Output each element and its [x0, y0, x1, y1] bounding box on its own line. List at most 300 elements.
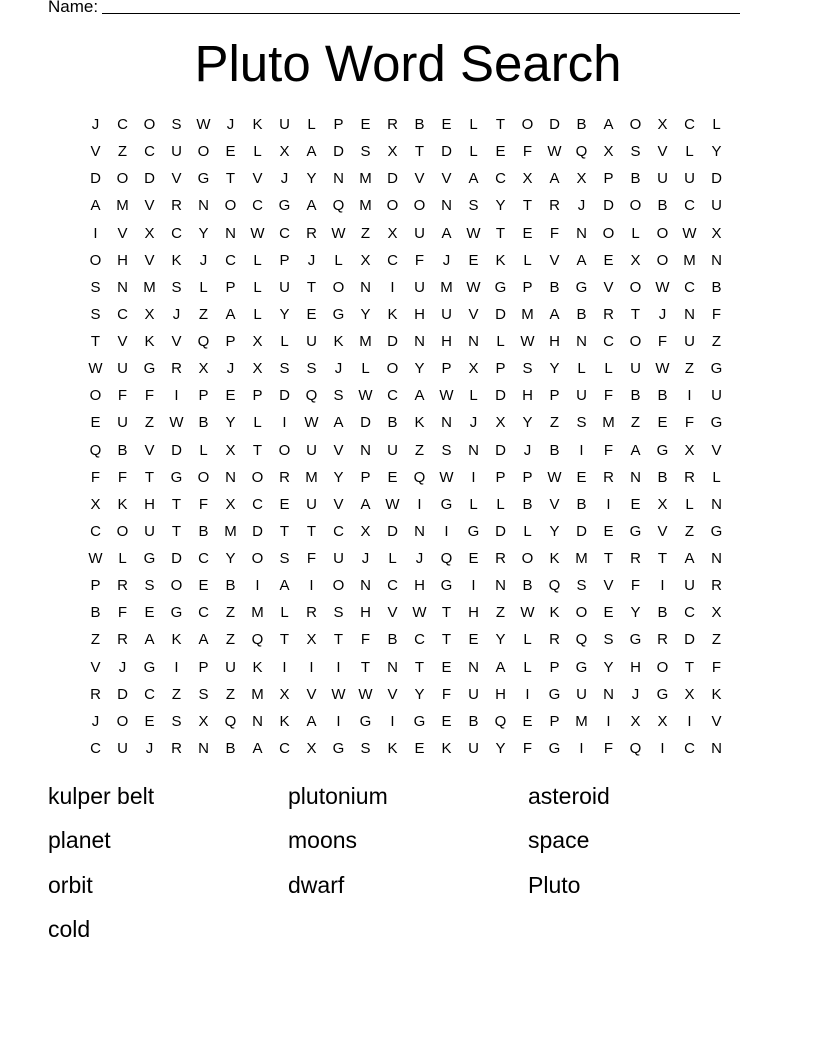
grid-letter[interactable]: U: [630, 360, 641, 378]
grid-letter[interactable]: V: [603, 577, 614, 595]
grid-letter[interactable]: C: [225, 251, 236, 269]
grid-letter[interactable]: I: [336, 658, 341, 676]
grid-letter[interactable]: J: [145, 739, 154, 757]
grid-letter[interactable]: B: [522, 495, 533, 513]
grid-letter[interactable]: A: [468, 170, 479, 188]
grid-letter[interactable]: Y: [711, 143, 722, 161]
grid-letter[interactable]: X: [468, 360, 479, 378]
grid-letter[interactable]: Q: [629, 739, 642, 757]
grid-letter[interactable]: I: [606, 712, 611, 730]
grid-letter[interactable]: Q: [575, 631, 588, 649]
grid-letter[interactable]: W: [358, 685, 373, 703]
grid-letter[interactable]: Z: [225, 685, 236, 703]
grid-letter[interactable]: S: [576, 414, 587, 432]
grid-letter[interactable]: J: [469, 414, 478, 432]
grid-letter[interactable]: S: [630, 143, 641, 161]
grid-letter[interactable]: G: [710, 522, 723, 540]
grid-letter[interactable]: V: [252, 170, 263, 188]
grid-letter[interactable]: H: [144, 495, 155, 513]
grid-letter[interactable]: T: [306, 522, 317, 540]
grid-letter[interactable]: L: [469, 116, 478, 133]
grid-letter[interactable]: B: [657, 197, 668, 215]
grid-letter[interactable]: Q: [413, 468, 426, 486]
grid-letter[interactable]: F: [603, 387, 614, 405]
grid-letter[interactable]: V: [171, 333, 182, 350]
grid-letter[interactable]: W: [466, 224, 481, 242]
grid-letter[interactable]: O: [656, 224, 669, 242]
grid-letter[interactable]: J: [631, 685, 640, 703]
grid-letter[interactable]: M: [683, 251, 696, 269]
grid-letter[interactable]: X: [657, 712, 668, 730]
grid-letter[interactable]: U: [117, 360, 128, 378]
grid-letter[interactable]: T: [414, 143, 425, 161]
grid-letter[interactable]: O: [116, 170, 129, 188]
grid-letter[interactable]: P: [522, 278, 533, 296]
grid-letter[interactable]: V: [387, 685, 398, 703]
grid-letter[interactable]: G: [494, 278, 507, 296]
grid-letter[interactable]: X: [225, 441, 236, 459]
grid-letter[interactable]: I: [309, 577, 314, 595]
grid-letter[interactable]: G: [656, 441, 669, 459]
grid-letter[interactable]: C: [603, 333, 614, 350]
grid-letter[interactable]: V: [333, 441, 344, 459]
grid-letter[interactable]: X: [684, 441, 695, 459]
grid-letter[interactable]: D: [171, 441, 182, 459]
grid-letter[interactable]: E: [90, 414, 101, 432]
grid-letter[interactable]: J: [91, 712, 100, 730]
grid-letter[interactable]: Y: [414, 360, 425, 378]
grid-letter[interactable]: F: [90, 468, 101, 486]
grid-letter[interactable]: X: [576, 170, 587, 188]
grid-letter[interactable]: Y: [495, 739, 506, 757]
grid-letter[interactable]: B: [549, 441, 560, 459]
grid-letter[interactable]: D: [90, 170, 101, 188]
grid-letter[interactable]: W: [385, 495, 400, 513]
grid-letter[interactable]: U: [711, 197, 722, 215]
grid-letter[interactable]: X: [306, 739, 317, 757]
grid-letter[interactable]: L: [280, 333, 289, 350]
grid-letter[interactable]: T: [360, 658, 371, 676]
grid-letter[interactable]: W: [331, 224, 346, 242]
grid-letter[interactable]: N: [360, 278, 371, 296]
grid-letter[interactable]: O: [602, 224, 615, 242]
grid-letter[interactable]: G: [710, 360, 723, 378]
grid-letter[interactable]: T: [333, 631, 344, 649]
grid-letter[interactable]: L: [712, 116, 721, 133]
grid-letter[interactable]: C: [495, 170, 506, 188]
grid-letter[interactable]: L: [496, 495, 505, 513]
grid-letter[interactable]: J: [658, 305, 667, 323]
grid-letter[interactable]: O: [116, 522, 129, 540]
grid-letter[interactable]: N: [603, 685, 614, 703]
grid-letter[interactable]: P: [603, 170, 614, 188]
grid-letter[interactable]: E: [603, 604, 614, 622]
grid-letter[interactable]: L: [307, 116, 316, 133]
grid-letter[interactable]: L: [712, 468, 721, 486]
grid-letter[interactable]: G: [440, 577, 453, 595]
grid-letter[interactable]: F: [522, 739, 533, 757]
grid-letter[interactable]: E: [495, 143, 506, 161]
grid-letter[interactable]: V: [144, 251, 155, 269]
grid-letter[interactable]: B: [549, 278, 560, 296]
grid-letter[interactable]: H: [414, 305, 425, 323]
grid-letter[interactable]: K: [171, 251, 182, 269]
grid-letter[interactable]: T: [603, 550, 614, 567]
grid-letter[interactable]: S: [360, 143, 371, 161]
grid-letter[interactable]: G: [143, 658, 156, 676]
grid-letter[interactable]: R: [117, 577, 128, 595]
grid-letter[interactable]: N: [468, 333, 479, 350]
grid-letter[interactable]: D: [171, 550, 182, 567]
grid-letter[interactable]: E: [198, 577, 209, 595]
grid-letter[interactable]: E: [225, 143, 236, 161]
grid-letter[interactable]: V: [603, 278, 614, 296]
grid-letter[interactable]: O: [575, 604, 588, 622]
grid-letter[interactable]: E: [144, 712, 155, 730]
grid-letter[interactable]: P: [360, 468, 371, 486]
grid-letter[interactable]: F: [117, 604, 128, 622]
grid-letter[interactable]: V: [549, 495, 560, 513]
grid-letter[interactable]: R: [711, 577, 722, 595]
grid-letter[interactable]: P: [441, 360, 452, 378]
grid-letter[interactable]: I: [660, 577, 665, 595]
grid-letter[interactable]: B: [576, 305, 587, 323]
grid-letter[interactable]: L: [523, 658, 532, 676]
grid-letter[interactable]: G: [143, 360, 156, 378]
grid-letter[interactable]: H: [414, 577, 425, 595]
grid-letter[interactable]: N: [711, 550, 722, 567]
grid-letter[interactable]: S: [90, 305, 101, 323]
grid-letter[interactable]: O: [170, 577, 183, 595]
grid-letter[interactable]: I: [336, 712, 341, 730]
grid-letter[interactable]: X: [306, 631, 317, 649]
grid-letter[interactable]: Q: [251, 631, 264, 649]
grid-letter[interactable]: I: [606, 495, 611, 513]
grid-letter[interactable]: L: [118, 550, 127, 567]
grid-letter[interactable]: B: [522, 577, 533, 595]
grid-letter[interactable]: I: [174, 658, 179, 676]
grid-letter[interactable]: G: [575, 278, 588, 296]
grid-letter[interactable]: H: [117, 251, 128, 269]
grid-letter[interactable]: V: [711, 712, 722, 730]
grid-letter[interactable]: W: [88, 360, 103, 378]
grid-letter[interactable]: T: [630, 305, 641, 323]
grid-letter[interactable]: U: [657, 170, 668, 188]
grid-letter[interactable]: T: [414, 658, 425, 676]
grid-letter[interactable]: F: [306, 550, 317, 567]
grid-letter[interactable]: D: [360, 414, 371, 432]
grid-letter[interactable]: P: [549, 387, 560, 405]
grid-letter[interactable]: O: [629, 116, 642, 133]
grid-letter[interactable]: A: [549, 170, 560, 188]
grid-letter[interactable]: Y: [306, 170, 317, 188]
grid-letter[interactable]: C: [684, 116, 695, 133]
grid-letter[interactable]: K: [711, 685, 722, 703]
grid-letter[interactable]: Q: [197, 333, 210, 350]
grid-letter[interactable]: R: [549, 631, 560, 649]
grid-letter[interactable]: D: [441, 143, 452, 161]
grid-letter[interactable]: Q: [305, 387, 318, 405]
grid-letter[interactable]: F: [198, 495, 209, 513]
grid-letter[interactable]: K: [252, 116, 263, 133]
grid-letter[interactable]: X: [198, 712, 209, 730]
grid-letter[interactable]: E: [468, 550, 479, 567]
grid-letter[interactable]: A: [414, 387, 425, 405]
grid-letter[interactable]: K: [252, 658, 263, 676]
grid-letter[interactable]: W: [682, 224, 697, 242]
grid-letter[interactable]: I: [444, 522, 449, 540]
grid-letter[interactable]: C: [117, 305, 128, 323]
grid-letter[interactable]: C: [198, 550, 209, 567]
grid-letter[interactable]: J: [577, 197, 586, 215]
grid-letter[interactable]: A: [495, 658, 506, 676]
grid-letter[interactable]: J: [226, 116, 235, 133]
grid-letter[interactable]: A: [684, 550, 695, 567]
grid-letter[interactable]: C: [387, 251, 398, 269]
grid-letter[interactable]: F: [117, 468, 128, 486]
grid-letter[interactable]: X: [360, 522, 371, 540]
grid-letter[interactable]: B: [630, 387, 641, 405]
grid-letter[interactable]: U: [144, 522, 155, 540]
grid-letter[interactable]: V: [711, 441, 722, 459]
grid-letter[interactable]: I: [687, 387, 692, 405]
grid-letter[interactable]: G: [197, 170, 210, 188]
grid-letter[interactable]: X: [603, 143, 614, 161]
grid-letter[interactable]: C: [279, 739, 290, 757]
grid-letter[interactable]: X: [198, 360, 209, 378]
grid-letter[interactable]: B: [225, 577, 236, 595]
grid-letter[interactable]: O: [251, 550, 264, 567]
grid-letter[interactable]: G: [332, 739, 345, 757]
grid-letter[interactable]: D: [495, 305, 506, 323]
grid-letter[interactable]: K: [333, 333, 344, 350]
grid-letter[interactable]: T: [441, 631, 452, 649]
grid-letter[interactable]: U: [576, 387, 587, 405]
grid-letter[interactable]: T: [171, 522, 182, 540]
grid-letter[interactable]: R: [90, 685, 101, 703]
grid-letter[interactable]: O: [224, 197, 237, 215]
grid-letter[interactable]: T: [144, 468, 155, 486]
grid-letter[interactable]: T: [306, 278, 317, 296]
grid-letter[interactable]: Q: [224, 712, 237, 730]
grid-letter[interactable]: G: [575, 658, 588, 676]
grid-letter[interactable]: E: [441, 712, 452, 730]
grid-letter[interactable]: S: [144, 577, 155, 595]
grid-letter[interactable]: Y: [495, 197, 506, 215]
grid-letter[interactable]: O: [629, 333, 642, 350]
grid-letter[interactable]: P: [252, 387, 263, 405]
grid-letter[interactable]: M: [305, 468, 318, 486]
grid-letter[interactable]: Q: [89, 441, 102, 459]
grid-letter[interactable]: S: [306, 360, 317, 378]
grid-letter[interactable]: K: [279, 712, 290, 730]
grid-letter[interactable]: W: [439, 387, 454, 405]
grid-letter[interactable]: R: [171, 360, 182, 378]
grid-letter[interactable]: D: [684, 631, 695, 649]
grid-letter[interactable]: A: [603, 116, 614, 133]
grid-letter[interactable]: F: [711, 658, 722, 676]
grid-letter[interactable]: U: [225, 658, 236, 676]
grid-letter[interactable]: X: [360, 251, 371, 269]
grid-letter[interactable]: U: [387, 441, 398, 459]
grid-letter[interactable]: V: [441, 170, 452, 188]
grid-letter[interactable]: O: [89, 251, 102, 269]
grid-letter[interactable]: O: [251, 468, 264, 486]
grid-letter[interactable]: A: [630, 441, 641, 459]
grid-letter[interactable]: E: [468, 251, 479, 269]
grid-letter[interactable]: D: [711, 170, 722, 188]
grid-letter[interactable]: N: [198, 197, 209, 215]
grid-letter[interactable]: Z: [711, 333, 722, 350]
grid-letter[interactable]: Y: [414, 685, 425, 703]
grid-letter[interactable]: R: [171, 197, 182, 215]
grid-letter[interactable]: A: [306, 197, 317, 215]
grid-letter[interactable]: E: [603, 522, 614, 540]
grid-letter[interactable]: Y: [198, 224, 209, 242]
grid-letter[interactable]: M: [251, 685, 264, 703]
grid-letter[interactable]: V: [144, 197, 155, 215]
grid-letter[interactable]: P: [198, 387, 209, 405]
grid-letter[interactable]: M: [359, 170, 372, 188]
grid-letter[interactable]: O: [332, 278, 345, 296]
grid-letter[interactable]: C: [333, 522, 344, 540]
grid-letter[interactable]: G: [170, 468, 183, 486]
grid-letter[interactable]: X: [522, 170, 533, 188]
grid-letter[interactable]: T: [225, 170, 236, 188]
grid-letter[interactable]: F: [522, 143, 533, 161]
grid-letter[interactable]: Z: [549, 414, 560, 432]
grid-letter[interactable]: T: [279, 631, 290, 649]
grid-letter[interactable]: G: [440, 495, 453, 513]
grid-letter[interactable]: A: [333, 414, 344, 432]
grid-letter[interactable]: Y: [549, 522, 560, 540]
grid-letter[interactable]: C: [198, 604, 209, 622]
grid-letter[interactable]: A: [198, 631, 209, 649]
grid-letter[interactable]: Y: [225, 414, 236, 432]
grid-letter[interactable]: C: [684, 197, 695, 215]
grid-letter[interactable]: S: [333, 604, 344, 622]
grid-letter[interactable]: J: [226, 360, 235, 378]
grid-letter[interactable]: D: [333, 143, 344, 161]
grid-letter[interactable]: B: [117, 441, 128, 459]
grid-letter[interactable]: C: [684, 278, 695, 296]
grid-letter[interactable]: K: [549, 604, 560, 622]
grid-letter[interactable]: O: [413, 197, 426, 215]
grid-letter[interactable]: L: [253, 143, 262, 161]
grid-letter[interactable]: U: [468, 739, 479, 757]
grid-letter[interactable]: T: [684, 658, 695, 676]
grid-letter[interactable]: Y: [333, 468, 344, 486]
grid-letter[interactable]: N: [468, 658, 479, 676]
grid-letter[interactable]: P: [522, 468, 533, 486]
grid-letter[interactable]: R: [495, 550, 506, 567]
grid-letter[interactable]: S: [522, 360, 533, 378]
grid-letter[interactable]: R: [684, 468, 695, 486]
grid-letter[interactable]: X: [711, 604, 722, 622]
grid-letter[interactable]: L: [334, 251, 343, 269]
grid-letter[interactable]: Q: [440, 550, 453, 567]
grid-letter[interactable]: F: [711, 305, 722, 323]
grid-letter[interactable]: O: [629, 197, 642, 215]
grid-letter[interactable]: W: [520, 604, 535, 622]
grid-letter[interactable]: Q: [494, 712, 507, 730]
grid-letter[interactable]: M: [440, 278, 453, 296]
grid-letter[interactable]: D: [495, 387, 506, 405]
grid-letter[interactable]: R: [630, 550, 641, 567]
grid-letter[interactable]: B: [90, 604, 101, 622]
grid-letter[interactable]: L: [523, 522, 532, 540]
grid-letter[interactable]: Y: [603, 658, 614, 676]
grid-letter[interactable]: Z: [225, 604, 236, 622]
grid-letter[interactable]: O: [629, 278, 642, 296]
grid-letter[interactable]: H: [630, 658, 641, 676]
grid-letter[interactable]: W: [304, 414, 319, 432]
grid-letter[interactable]: I: [390, 712, 395, 730]
grid-letter[interactable]: U: [468, 685, 479, 703]
grid-letter[interactable]: A: [360, 495, 371, 513]
grid-letter[interactable]: F: [414, 251, 425, 269]
grid-letter[interactable]: G: [170, 604, 183, 622]
grid-letter[interactable]: O: [197, 468, 210, 486]
grid-letter[interactable]: J: [118, 658, 127, 676]
grid-letter[interactable]: H: [522, 387, 533, 405]
grid-letter[interactable]: E: [630, 495, 641, 513]
grid-letter[interactable]: J: [415, 550, 424, 567]
grid-letter[interactable]: H: [549, 333, 560, 350]
grid-letter[interactable]: P: [225, 333, 236, 350]
grid-letter[interactable]: S: [468, 197, 479, 215]
grid-letter[interactable]: K: [387, 739, 398, 757]
grid-letter[interactable]: A: [549, 305, 560, 323]
grid-letter[interactable]: V: [549, 251, 560, 269]
grid-letter[interactable]: N: [441, 414, 452, 432]
grid-letter[interactable]: Z: [144, 414, 155, 432]
grid-letter[interactable]: F: [603, 739, 614, 757]
grid-letter[interactable]: X: [225, 495, 236, 513]
grid-letter[interactable]: R: [306, 224, 317, 242]
grid-letter[interactable]: I: [390, 278, 395, 296]
grid-letter[interactable]: E: [441, 658, 452, 676]
grid-letter[interactable]: N: [576, 224, 587, 242]
grid-letter[interactable]: C: [144, 685, 155, 703]
grid-letter[interactable]: Q: [575, 143, 588, 161]
grid-letter[interactable]: J: [361, 550, 370, 567]
grid-letter[interactable]: J: [334, 360, 343, 378]
grid-letter[interactable]: L: [469, 495, 478, 513]
grid-letter[interactable]: D: [117, 685, 128, 703]
grid-letter[interactable]: Z: [117, 143, 128, 161]
grid-letter[interactable]: O: [386, 360, 399, 378]
grid-letter[interactable]: Z: [90, 631, 101, 649]
grid-letter[interactable]: B: [630, 170, 641, 188]
grid-letter[interactable]: N: [711, 251, 722, 269]
grid-letter[interactable]: R: [603, 468, 614, 486]
grid-letter[interactable]: J: [280, 170, 289, 188]
grid-letter[interactable]: E: [603, 251, 614, 269]
grid-letter[interactable]: O: [116, 712, 129, 730]
grid-letter[interactable]: O: [521, 116, 534, 133]
grid-letter[interactable]: M: [143, 278, 156, 296]
grid-letter[interactable]: B: [387, 631, 398, 649]
grid-letter[interactable]: B: [576, 116, 587, 133]
grid-letter[interactable]: P: [90, 577, 101, 595]
grid-letter[interactable]: T: [252, 441, 263, 459]
grid-letter[interactable]: C: [144, 143, 155, 161]
grid-letter[interactable]: N: [252, 712, 263, 730]
grid-letter[interactable]: L: [361, 360, 370, 378]
grid-letter[interactable]: V: [90, 658, 101, 676]
grid-letter[interactable]: I: [255, 577, 260, 595]
